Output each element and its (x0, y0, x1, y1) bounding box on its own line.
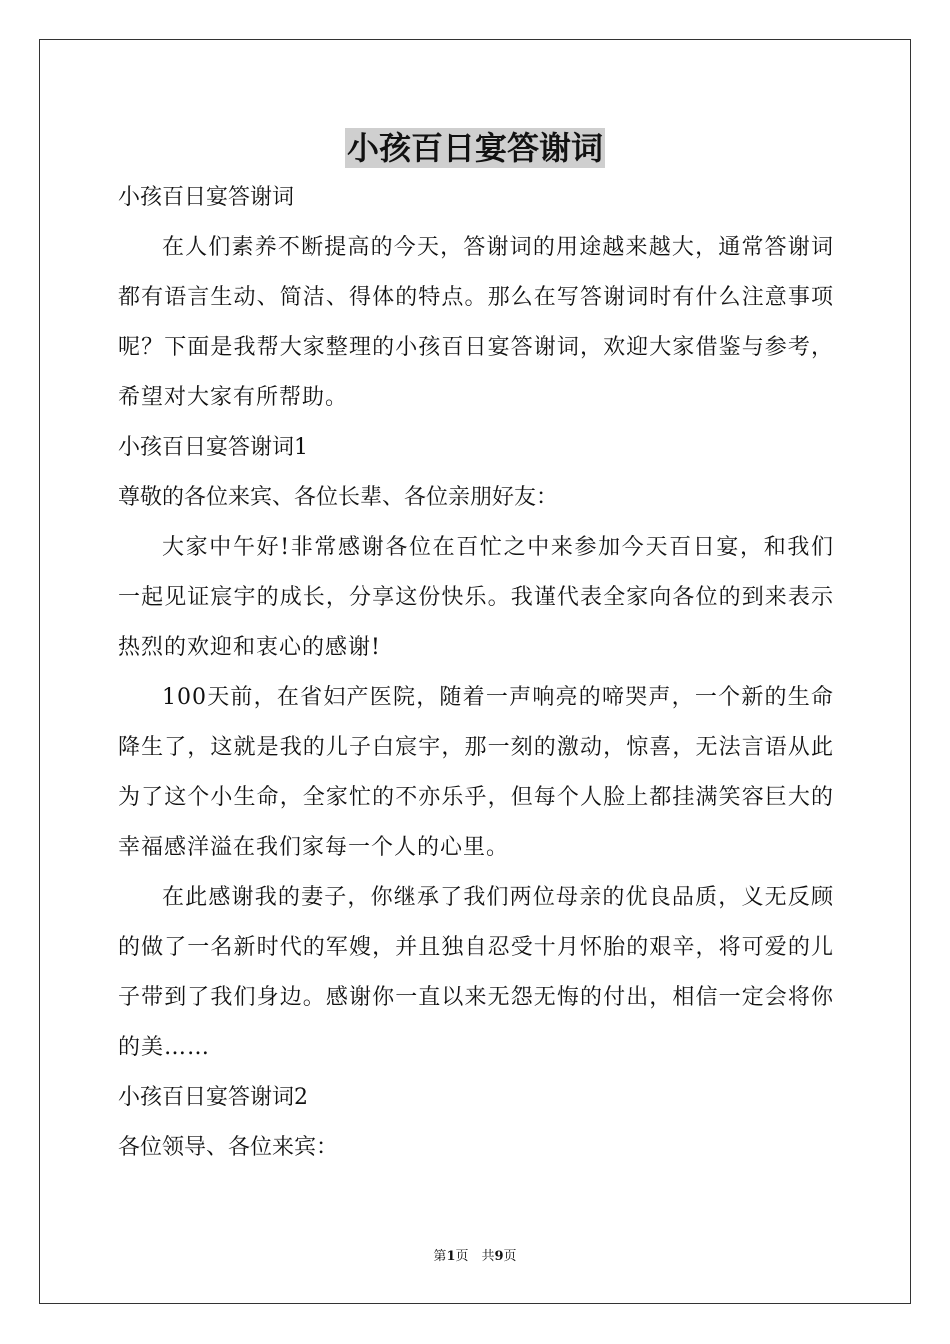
page-footer (0, 1248, 950, 1266)
salutation-2: 各位领导、各位来宾： (118, 1135, 339, 1160)
footer-suffix: 页 (503, 1249, 517, 1264)
document-title: 小孩百日宴答谢词 (346, 129, 603, 167)
paragraph-birth: 100天前，在省妇产医院，随着一声响亮的啼哭声，一个新的生命降生了，这就是我的儿子白宸宇，那一刻的激动，惊喜，无法言语从此为了这个小生命，全家忙的不亦乐乎，但每个人脸上都挂满笑容巨大的幸福感洋溢在我们家每一个人的心里。 (118, 685, 834, 860)
salutation-1: 尊敬的各位来宾、各位长辈、各位亲朋好友： (118, 485, 559, 510)
footer-page-total: 9 (494, 1249, 504, 1264)
footer-prefix: 第 (433, 1249, 447, 1264)
section-heading-1: 小孩百日宴答谢词1 (118, 435, 308, 460)
document-body (118, 173, 834, 1173)
title-container (0, 128, 950, 168)
footer-page-current: 1 (446, 1249, 456, 1264)
intro-paragraph: 在人们素养不断提高的今天，答谢词的用途越来越大，通常答谢词都有语言生动、简洁、得体的特点。那么在写答谢词时有什么注意事项呢？下面是我帮大家整理的小孩百日宴答谢词，欢迎大家借鉴与参考，希望对大家有所帮助。 (118, 235, 834, 410)
paragraph-greeting: 大家中午好!非常感谢各位在百忙之中来参加今天百日宴，和我们一起见证宸宇的成长，分享这份快乐。我谨代表全家向各位的到来表示热烈的欢迎和衷心的感谢! (118, 535, 834, 660)
subtitle-line: 小孩百日宴答谢词 (118, 185, 295, 210)
paragraph-thanks-wife: 在此感谢我的妻子，你继承了我们两位母亲的优良品质，义无反顾的做了一名新时代的军嫂，并且独自忍受十月怀胎的艰辛，将可爱的儿子带到了我们身边。感谢你一直以来无怨无悔的付出，相信一定会将你的美…… (118, 885, 834, 1060)
footer-mid: 页 共 (455, 1249, 495, 1264)
section-heading-2: 小孩百日宴答谢词2 (118, 1085, 308, 1110)
